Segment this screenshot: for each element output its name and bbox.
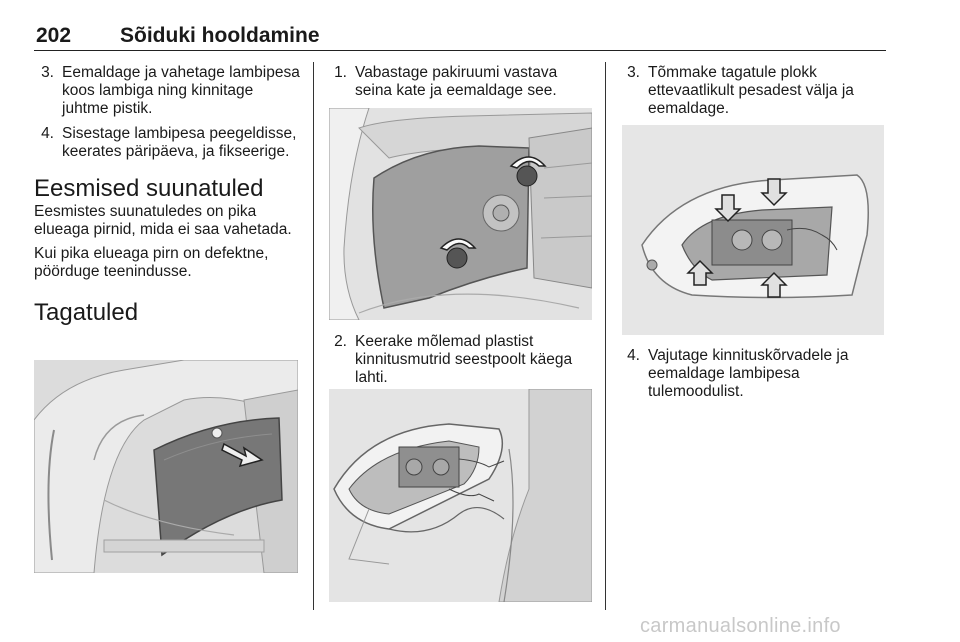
step-item	[34, 64, 302, 118]
step-number: 4.	[41, 125, 54, 142]
step-number: 1.	[334, 64, 347, 81]
section-heading-tail-lights: Tagatuled	[34, 299, 139, 326]
step-text: Tõmmake tagatule plokk ettevaatlikult pesadest välja ja eemaldage.	[648, 64, 854, 117]
figure-tail-lamp-removed	[329, 389, 592, 602]
step-text: Vajutage kinnituskõrvadele ja eemaldage lambipesa tulemoodulist.	[648, 347, 849, 400]
step-text: Eemaldage ja vahetage lambipesa koos lambiga ning kinnitage juhtme pistik.	[62, 64, 300, 117]
page-number: 202	[36, 24, 72, 47]
figure-cover-removed	[329, 108, 592, 320]
step-text: Keerake mõlemad plastist kinnitusmutrid seestpoolt käega lahti.	[355, 333, 573, 386]
chapter-title: Sõiduki hooldamine	[120, 24, 320, 47]
step-number: 3.	[41, 64, 54, 81]
left-column	[34, 64, 302, 327]
column-divider-right	[605, 62, 606, 610]
paragraph: Eesmistes suunatuledes on pika elueaga pirnid, mida ei saa vahetada.	[34, 203, 292, 238]
step-item	[327, 333, 595, 387]
step-text: Vabastage pakiruumi vastava seina kate ja eemaldage see.	[355, 64, 558, 99]
step-item	[327, 64, 595, 100]
page-header	[34, 22, 886, 51]
step-item	[34, 125, 302, 161]
step-text: Sisestage lambipesa peegeldisse, keerates päripäeva, ja fikseerige.	[62, 125, 297, 160]
paragraph: Kui pika elueaga pirn on defektne, pöörduge teenindusse.	[34, 245, 269, 280]
middle-column	[327, 64, 595, 107]
right-column	[620, 64, 885, 125]
step-number: 3.	[627, 64, 640, 81]
section-heading-front-indicators: Eesmised suunatuled	[34, 175, 264, 202]
right-column-lower	[620, 347, 885, 408]
step-number: 4.	[627, 347, 640, 364]
figure-lamp-block-tabs	[622, 125, 884, 335]
middle-column-lower	[327, 333, 595, 394]
step-number: 2.	[334, 333, 347, 350]
step-item	[620, 347, 885, 401]
figure-trunk-panel	[34, 360, 298, 573]
watermark: carmanualsonline.info	[640, 615, 841, 637]
step-item	[620, 64, 885, 118]
column-divider-left	[313, 62, 314, 610]
